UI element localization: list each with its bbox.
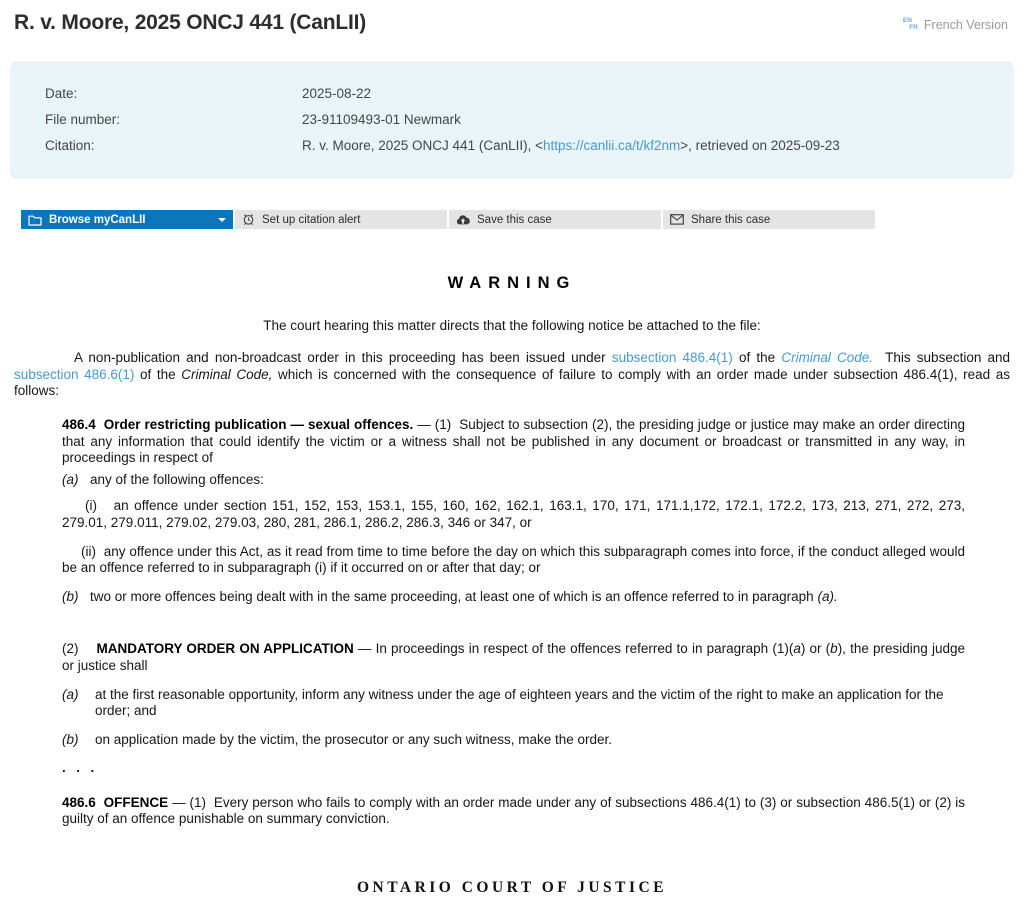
- s4866-paragraph: 486.6 OFFENCE — (1) Every person who fails to comply with an order made under any of subsections 486.4(1) to (3) or subsection 486.5(1) or (2) is guilty of an offence punishable on summary conviction.: [62, 794, 965, 827]
- warning-heading: WARNING: [447, 274, 577, 292]
- metadata-row-file-number: [45, 107, 994, 133]
- citation-url-link[interactable]: https://canlii.ca/t/kf2nm: [542, 138, 681, 153]
- ellipsis-line: . . .: [62, 760, 96, 776]
- s4864-item-a: (a) any of the following offences:: [62, 471, 264, 487]
- french-version-link[interactable]: [903, 17, 1008, 32]
- language-enfr-icon: EN FR: [902, 17, 918, 31]
- chevron-down-icon: [218, 218, 226, 222]
- metadata-label: Citation:: [45, 138, 95, 153]
- document-body: [14, 275, 1010, 897]
- citation-alert-button[interactable]: [235, 210, 447, 229]
- cloud-upload-icon: [456, 214, 470, 226]
- citation-value: R. v. Moore, 2025 ONCJ 441 (CanLII), <https://canlii.ca/t/kf2nm>, retrieved on 2025-09-23: [302, 138, 840, 153]
- page-title: R. v. Moore, 2025 ONCJ 441 (CanLII): [14, 11, 367, 34]
- s4864-sub2-item-b: (b) on application made by the victim, the prosecutor or any such witness, make the order.: [62, 731, 613, 747]
- intro-paragraph: A non-publication and non-broadcast order in this proceeding has been issued under subsection 486.4(1) of the Criminal Code. This subsection and subsection 486.6(1) of the Criminal Code, which is concerned with the consequence of failure to comply with an order made under subsection 486.4(1), read as follows:: [14, 350, 1011, 399]
- link-criminal-code[interactable]: Criminal Code.: [781, 350, 874, 366]
- court-name-heading: ONTARIO COURT OF JUSTICE: [356, 879, 668, 897]
- metadata-value: 2025-08-22: [302, 86, 372, 101]
- s4864-item-b: (b) two or more offences being dealt with in the same proceeding, at least one of which is an offence referred to in paragraph (a).: [62, 588, 838, 604]
- save-case-button[interactable]: [449, 210, 661, 229]
- s4864-heading: 486.4 Order restricting publication — sexual offences.: [62, 416, 414, 432]
- s4864-subsection-2: (2) MANDATORY ORDER ON APPLICATION — In proceedings in respect of the offences referred to in paragraph (1)(a) or (b), the presiding judge or justice shall: [62, 641, 965, 673]
- browse-mycanlii-button[interactable]: [21, 210, 233, 229]
- statute-block: [62, 417, 965, 828]
- s4864-sub2-heading: MANDATORY ORDER ON APPLICATION: [96, 641, 354, 657]
- metadata-row-citation: [45, 133, 994, 159]
- metadata-row-date: [45, 81, 994, 107]
- s4866-heading: 486.6 OFFENCE: [62, 794, 169, 810]
- link-subsection-4864[interactable]: subsection 486.4(1): [611, 350, 733, 366]
- folder-icon: [28, 214, 42, 226]
- s4864-item-i: (i) an offence under section 151, 152, 153, 153.1, 155, 160, 162, 162.1, 163.1, 170, 171, 171.1,172, 172.1, 172.2, 173, 213, 271, 272, 273, 279.01, 279.011, 279.02, 279.03, 280, 281, 286.1, 286.2, 286.3, 346 or 347, or: [62, 498, 965, 530]
- save-case-label: Save this case: [477, 213, 552, 226]
- metadata-label: Date:: [45, 86, 78, 101]
- s4864-sub2-item-a: (a) at the first reasonable opportunity, inform any witness under the age of eighteen years and the victim of the right to make an application for the order; and: [62, 686, 944, 719]
- criminal-code-italic: Criminal Code,: [181, 366, 273, 382]
- envelope-icon: [670, 214, 684, 225]
- page-header: [0, 0, 1024, 35]
- s4864-intro-paragraph: 486.4 Order restricting publication — sexual offences. — (1) Subject to subsection (2), the presiding judge or justice may make an order directing that any information that could identify the victim or a witness shall not be published in any document or broadcast or transmitted in any way, in proceedings in respect of: [62, 416, 965, 466]
- link-subsection-4866[interactable]: subsection 486.6(1): [14, 366, 135, 382]
- french-version-label: French Version: [923, 17, 1008, 32]
- s4864-item-ii: (ii) any offence under this Act, as it read from time to time before the day on which this subparagraph comes into force, if the conduct alleged would be an offence referred to in subparagraph (i) if it occurred on or after that day; or: [62, 543, 965, 576]
- metadata-label: File number:: [45, 112, 121, 127]
- notice-line: The court hearing this matter directs that the following notice be attached to the file:: [263, 317, 761, 333]
- citation-alert-label: Set up citation alert: [262, 213, 361, 226]
- alarm-clock-icon: [242, 213, 255, 226]
- toolbar: [21, 210, 1024, 229]
- metadata-value: 23-91109493-01 Newmark: [302, 112, 461, 127]
- share-case-label: Share this case: [691, 213, 771, 226]
- browse-mycanlii-label: Browse myCanLII: [49, 213, 146, 226]
- case-metadata-card: [10, 61, 1014, 179]
- share-case-button[interactable]: [663, 210, 875, 229]
